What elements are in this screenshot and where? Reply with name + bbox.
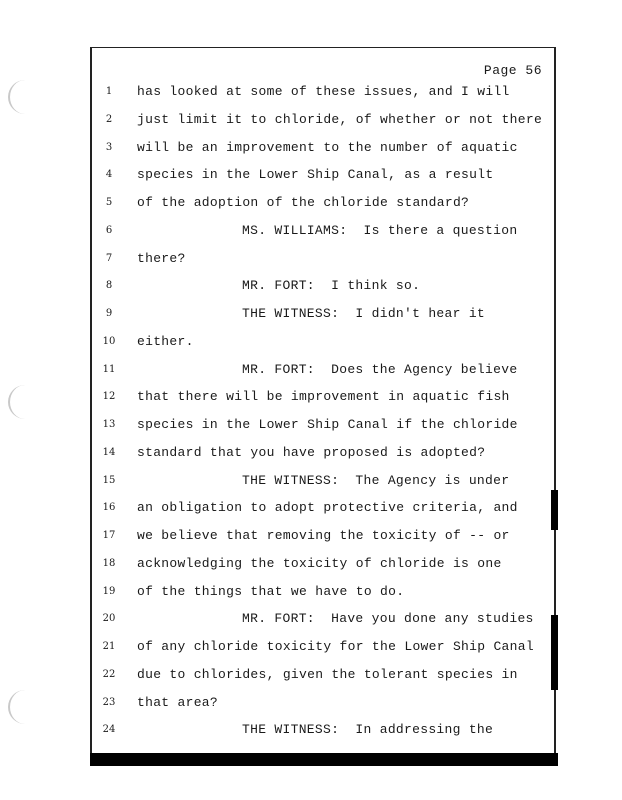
transcript-line <box>90 111 550 129</box>
line-number: 13 <box>102 419 116 430</box>
margin-mark-upper <box>551 490 558 530</box>
line-text: THE WITNESS: In addressing the <box>242 722 494 738</box>
transcript-line <box>90 139 550 157</box>
transcript-line <box>90 555 550 573</box>
line-number: 6 <box>105 224 113 236</box>
transcript-line <box>90 416 550 434</box>
line-number: 14 <box>102 446 116 458</box>
line-text: MR. FORT: Does the Agency believe <box>242 361 518 377</box>
transcript-line <box>90 499 550 517</box>
line-text: MR. FORT: I think so. <box>242 278 421 294</box>
transcript-line <box>90 666 550 684</box>
line-number: 7 <box>105 252 113 264</box>
line-text: an obligation to adopt protective criteria, and <box>137 500 518 516</box>
transcript-line <box>90 388 550 406</box>
line-text: MR. FORT: Have you done any studies <box>242 611 534 627</box>
line-number: 20 <box>102 613 116 625</box>
line-text: of any chloride toxicity for the Lower Ship Canal <box>137 639 534 654</box>
page-number: Page 56 <box>483 63 542 78</box>
page-bottom-border <box>90 753 558 766</box>
line-text: we believe that removing the toxicity of -- or <box>137 528 510 543</box>
line-text: standard that you have proposed is adopted? <box>137 444 486 460</box>
line-number: 11 <box>102 363 116 375</box>
line-text: either. <box>137 333 194 349</box>
line-number: 21 <box>102 641 116 652</box>
line-text: that there will be improvement in aquatic fish <box>137 389 510 405</box>
line-number: 2 <box>105 113 113 125</box>
line-text: has looked at some of these issues, and I will <box>137 84 510 99</box>
transcript-line <box>90 583 550 601</box>
line-number: 22 <box>102 668 116 680</box>
line-text: of the adoption of the chloride standard? <box>137 195 470 210</box>
transcript-line <box>90 277 550 295</box>
line-text: just limit it to chloride, of whether or not there <box>137 111 543 127</box>
transcript-line <box>90 361 550 379</box>
transcript-line <box>90 222 550 240</box>
transcript-line <box>90 250 550 268</box>
line-text: species in the Lower Ship Canal if the chloride <box>137 417 518 432</box>
line-text: of the things that we have to do. <box>137 583 405 599</box>
line-text: that area? <box>137 694 219 710</box>
transcript-line <box>90 444 550 462</box>
line-number: 5 <box>105 197 113 208</box>
line-number: 23 <box>102 696 116 708</box>
transcript-line <box>90 83 550 101</box>
punch-hole-bottom <box>8 690 42 724</box>
punch-hole-middle <box>8 385 42 419</box>
line-number: 12 <box>102 391 116 403</box>
line-number: 1 <box>105 86 113 97</box>
line-number: 4 <box>105 169 113 181</box>
line-number: 3 <box>105 141 113 153</box>
line-number: 9 <box>105 308 113 319</box>
line-number: 8 <box>105 280 113 292</box>
transcript-line <box>90 694 550 712</box>
transcript-line <box>90 638 550 656</box>
transcript-line <box>90 194 550 212</box>
line-number: 17 <box>102 530 116 541</box>
line-number: 10 <box>102 335 116 347</box>
line-text: due to chlorides, given the tolerant species in <box>137 666 518 682</box>
transcript-line <box>90 166 550 184</box>
line-text: species in the Lower Ship Canal, as a result <box>137 167 494 183</box>
line-number: 18 <box>102 557 116 569</box>
line-text: acknowledging the toxicity of chloride is one <box>137 555 502 571</box>
transcript-line <box>90 333 550 351</box>
transcript-line <box>90 721 550 739</box>
transcript-line <box>90 527 550 545</box>
transcript-line <box>90 610 550 628</box>
line-text: THE WITNESS: I didn't hear it <box>242 306 486 321</box>
line-number: 19 <box>102 585 116 597</box>
punch-hole-top <box>8 80 42 114</box>
transcript-line <box>90 472 550 490</box>
line-number: 24 <box>102 724 116 736</box>
line-text: MS. WILLIAMS: Is there a question <box>242 222 518 238</box>
line-number: 16 <box>102 502 116 514</box>
line-number: 15 <box>102 474 116 486</box>
line-text: will be an improvement to the number of aquatic <box>137 139 518 155</box>
line-text: there? <box>137 250 186 266</box>
margin-mark-lower <box>551 615 558 690</box>
line-text: THE WITNESS: The Agency is under <box>242 472 510 488</box>
transcript-line <box>90 305 550 323</box>
